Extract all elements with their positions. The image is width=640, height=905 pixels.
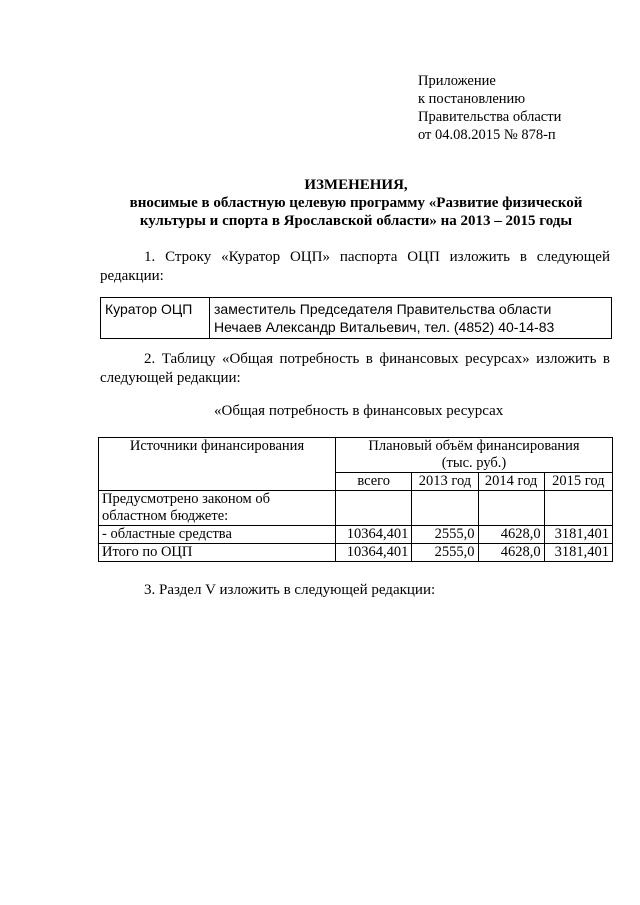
appendix-line: Правительства области bbox=[418, 109, 562, 125]
cell-total bbox=[336, 491, 412, 526]
cell-2014 bbox=[478, 491, 544, 526]
header-plan: Плановый объём финансирования (тыс. руб.) bbox=[336, 438, 613, 473]
heading-line: культуры и спорта в Ярославской области» на 2013 – 2015 годы bbox=[139, 213, 573, 229]
cell-2015: 3181,401 bbox=[544, 526, 612, 544]
table-row bbox=[99, 544, 613, 562]
appendix-line: Приложение bbox=[418, 73, 496, 89]
cell-2014: 4628,0 bbox=[478, 544, 544, 562]
finance-table bbox=[98, 437, 613, 562]
table-row bbox=[99, 491, 613, 526]
curator-value-line: Нечаев Александр Витальевич, тел. (4852) 40-14-83 bbox=[214, 319, 555, 335]
table-header-row bbox=[99, 438, 613, 473]
curator-value-line: заместитель Председателя Правительства области bbox=[214, 301, 552, 317]
paragraph-3: 3. Раздел V изложить в следующей редакции: bbox=[144, 582, 436, 598]
appendix-line: к постановлению bbox=[418, 91, 526, 107]
cell-total: 10364,401 bbox=[336, 526, 412, 544]
row-label: Итого по ОЦП bbox=[99, 544, 336, 562]
cell-2013 bbox=[412, 491, 478, 526]
appendix-line: от 04.08.2015 № 878-п bbox=[418, 127, 556, 143]
header-2014: 2014 год bbox=[478, 473, 544, 491]
header-total: всего bbox=[336, 473, 412, 491]
appendix-block bbox=[418, 72, 561, 144]
curator-value-cell bbox=[210, 298, 612, 339]
cell-2015 bbox=[544, 491, 612, 526]
table-caption: «Общая потребность в финансовых ресурсах bbox=[214, 403, 504, 419]
paragraph-2: 2. Таблицу «Общая потребность в финансовых ресурсах» изложить в следующей редакции: bbox=[100, 351, 610, 386]
table-row bbox=[99, 526, 613, 544]
document-heading bbox=[100, 176, 612, 230]
table-row bbox=[101, 298, 612, 339]
cell-2013: 2555,0 bbox=[412, 544, 478, 562]
curator-label-cell: Куратор ОЦП bbox=[101, 298, 210, 339]
curator-table bbox=[100, 297, 612, 339]
cell-total: 10364,401 bbox=[336, 544, 412, 562]
row-label: Предусмотрено законом об областном бюджете: bbox=[99, 491, 336, 526]
cell-2014: 4628,0 bbox=[478, 526, 544, 544]
header-2015: 2015 год bbox=[544, 473, 612, 491]
header-source: Источники финансирования bbox=[99, 438, 336, 491]
cell-2015: 3181,401 bbox=[544, 544, 612, 562]
cell-2013: 2555,0 bbox=[412, 526, 478, 544]
heading-line: ИЗМЕНЕНИЯ, bbox=[304, 177, 408, 193]
row-label: - областные средства bbox=[99, 526, 336, 544]
paragraph-1: 1. Строку «Куратор ОЦП» паспорта ОЦП изложить в следующей редакции: bbox=[100, 249, 610, 284]
heading-line: вносимые в областную целевую программу «Развитие физической bbox=[129, 195, 583, 211]
header-2013: 2013 год bbox=[412, 473, 478, 491]
